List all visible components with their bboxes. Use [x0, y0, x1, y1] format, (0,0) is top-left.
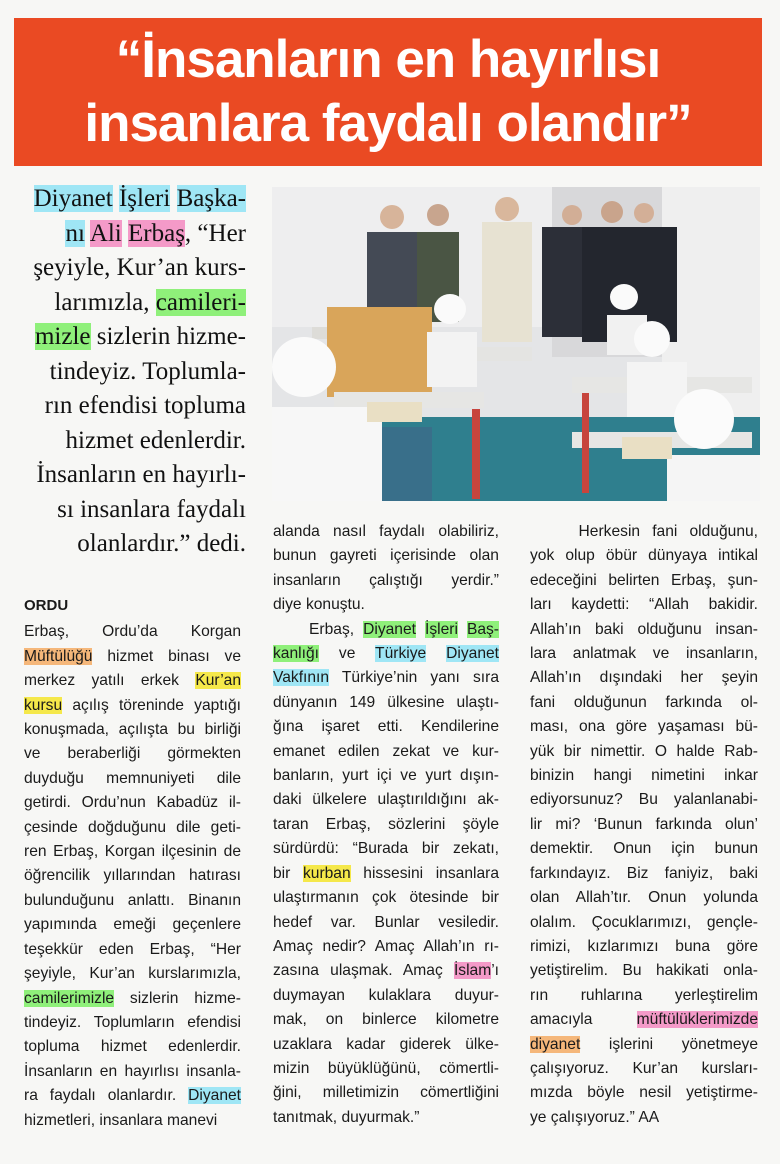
article-line: tindeyiz. Toplumların efendisi [24, 1013, 241, 1031]
lead-line: şeyiyle, Kur’an kurs- [33, 254, 246, 281]
article-line: emanet edilen zekat ve kur- [273, 742, 499, 760]
article-line: alanda nasıl faydalı olabiliriz, [273, 523, 499, 540]
article-line: öğrencilik yıllarından hatırası [24, 867, 241, 885]
article-line: getirdi. Ordu’nun Kabadüz il- [24, 794, 241, 812]
article-column-3 [530, 520, 758, 1130]
classroom-photo-illustration [272, 187, 760, 501]
article-line: ve beraberliği görmekten [24, 745, 241, 763]
article-line: Vakfının Türkiye’nin yanı sıra [273, 669, 499, 687]
article-line: rın ruhlarına yerleştirelim [530, 986, 758, 1004]
headline [14, 18, 762, 166]
article-line: Erbaş, Ordu’da Korgan [24, 623, 241, 641]
article-line: mak, on binlerce kilometre [273, 1011, 499, 1029]
article-line: zasına ulaşmak. Amaç İslam’ı [273, 962, 499, 980]
article-line: binizin hangi nimetini inkar [530, 767, 758, 785]
article-line: Amaç nedir? Amaç Allah’ın rı- [273, 937, 499, 955]
article-line: duyduğu memnuniyeti dile [24, 769, 241, 787]
article-line: daki ülkelere ulaştırıldığını ak- [273, 791, 499, 809]
lead-line: nı Ali Erbaş, “Her [65, 219, 246, 247]
article-line: edeceğini belirten Erbaş, şun- [530, 571, 758, 589]
article-line: rimizi, kızlarımızı buna göre [530, 937, 758, 955]
article-line: ren Erbaş, Korgan ilçesinin de [24, 843, 241, 861]
headline-line-1: “İnsanların en hayırlısı [115, 30, 661, 89]
article-line: Müftülüğü hizmet binası ve [24, 647, 241, 665]
dateline: ORDU [24, 597, 69, 614]
article-line: diyanet işlerini yönetmeye [530, 1035, 758, 1053]
article-line: taran Erbaş, sözlerini şöyle [273, 815, 499, 833]
news-photo [272, 187, 760, 501]
article-line: bir kurban hissesini insanlara [273, 864, 499, 882]
article-line: mızda böyle nesil yetiştirme- [530, 1084, 758, 1102]
article-line: hizmetleri, insanlara manevi [24, 1111, 218, 1129]
article-line: yetiştirelim. Bu hakikati onla- [530, 962, 758, 980]
article-line: konuşmada, açılışta bu birliği [24, 721, 241, 739]
article-line: sürdürdü: “Burada bir zekatı, [273, 840, 499, 858]
article-line: çesinde doğduğunu dile geti- [24, 818, 241, 836]
lead-line: rın efendisi topluma [44, 392, 246, 419]
article-line: ye çalışıyoruz.” AA [530, 1108, 660, 1126]
article-line: tanıtmak, duyurmak.” [273, 1108, 420, 1126]
headline-line-2: insanlara faydalı olandır” [84, 94, 692, 153]
article-line: yapımında emeği geçenlere [24, 916, 241, 934]
article-line: Herkesin fani olduğunu, [578, 523, 758, 540]
article-line: merkez yatılı erkek Kur’an [24, 672, 241, 690]
lead-line: Diyanet İşleri Başka- [33, 185, 246, 212]
article-column-1 [24, 594, 241, 1133]
article-line: farkındayız. Biz faniyiz, baki [530, 864, 758, 882]
article-line: mizin büyüklüğünü, cömertli- [273, 1059, 499, 1077]
article-line: ğına işaret etti. Kendilerine [273, 718, 499, 736]
article-line: bulunduğunu anlattı. Binanın [24, 891, 241, 909]
article-line: ediyorsunuz? Bu yalanlanabi- [530, 791, 758, 809]
article-line: İnsanların en hayırlısı insanla- [24, 1062, 241, 1080]
article-line: teşekkür eden Erbaş, “Her [24, 940, 241, 958]
article-line: yok olup öbür dünyaya intikal [530, 547, 758, 565]
article-line: çalışıyoruz. Kur’an kursları- [530, 1059, 758, 1077]
lead-line: olanlardır.” dedi. [77, 530, 246, 557]
lead-line: İnsanların en hayırlı- [36, 461, 246, 488]
article-line: camilerimizle sizlerin hizme- [24, 989, 241, 1007]
article-line: duymayan kulaklara duyur- [273, 986, 499, 1004]
article-line: kursu açılış töreninde yaptığı [24, 696, 241, 714]
article-line: Allah’ın dışındaki her şeyin [530, 669, 758, 687]
lead-line: larımızla, camileri- [54, 288, 246, 316]
article-line: hedef var. Bunlar vesiledir. [273, 913, 499, 931]
article-line: ları kaydetti: “Allah bakidir. [530, 596, 758, 614]
article-line: yük bir nimettir. O halde Rab- [530, 742, 758, 760]
lead-line: mizle sizlerin hizme- [34, 323, 246, 350]
lead-quote [22, 182, 246, 562]
article-line: ğini, milletimizin cömertliğini [273, 1084, 499, 1102]
article-line: fani olduğunun farkında ol- [530, 693, 758, 711]
article-line: şeyiyle, Kur’an kurslarımızla, [24, 965, 241, 983]
article-line: uzaklara kadar giderek ülke- [273, 1035, 499, 1053]
article-line: ması, ona göre yaşaması bü- [530, 718, 758, 736]
article-line: olalım. Çocuklarımızı, gençle- [530, 913, 758, 931]
article-line: Erbaş, Diyanet İşleri Baş- [273, 620, 500, 638]
article-line: olan Allah’tır. Onun yolunda [530, 889, 758, 907]
lead-line: sı insanlara faydalı [57, 495, 246, 523]
article-line: amacıyla müftülüklerimizde [530, 1011, 758, 1029]
article-line: banların, yurt içi ve yurt dışın- [273, 767, 499, 785]
article-line: diye konuştu. [273, 596, 365, 614]
article-line: ulaştırmanın çok ötesinde bir [273, 889, 499, 907]
article-line: bunun gayreti içerisinde olan [273, 547, 499, 565]
article-line: topluma hizmet edenlerdir. [24, 1038, 241, 1056]
lead-line: tindeyiz. Toplumla- [49, 357, 246, 385]
article-line: ra faydalı olanlardır. Diyanet [24, 1087, 241, 1105]
article-line: kanlığı ve Türkiye Diyanet [273, 645, 499, 663]
article-line: lir mi? ‘Bunun farkında olun’ [530, 815, 758, 833]
article-column-2 [273, 520, 499, 1130]
article-line: dünyanın 149 ülkesine ulaştı- [273, 693, 499, 711]
article-line: demektir. Onun için bunun [530, 840, 758, 858]
article-line: Allah’ın baki olduğunu insan- [530, 620, 758, 638]
lead-line: hizmet edenlerdir. [65, 426, 246, 454]
article-line: lara anlatmak ve insanların, [530, 645, 758, 663]
article-line: insanların çalıştığı yerdir.” [273, 571, 499, 589]
